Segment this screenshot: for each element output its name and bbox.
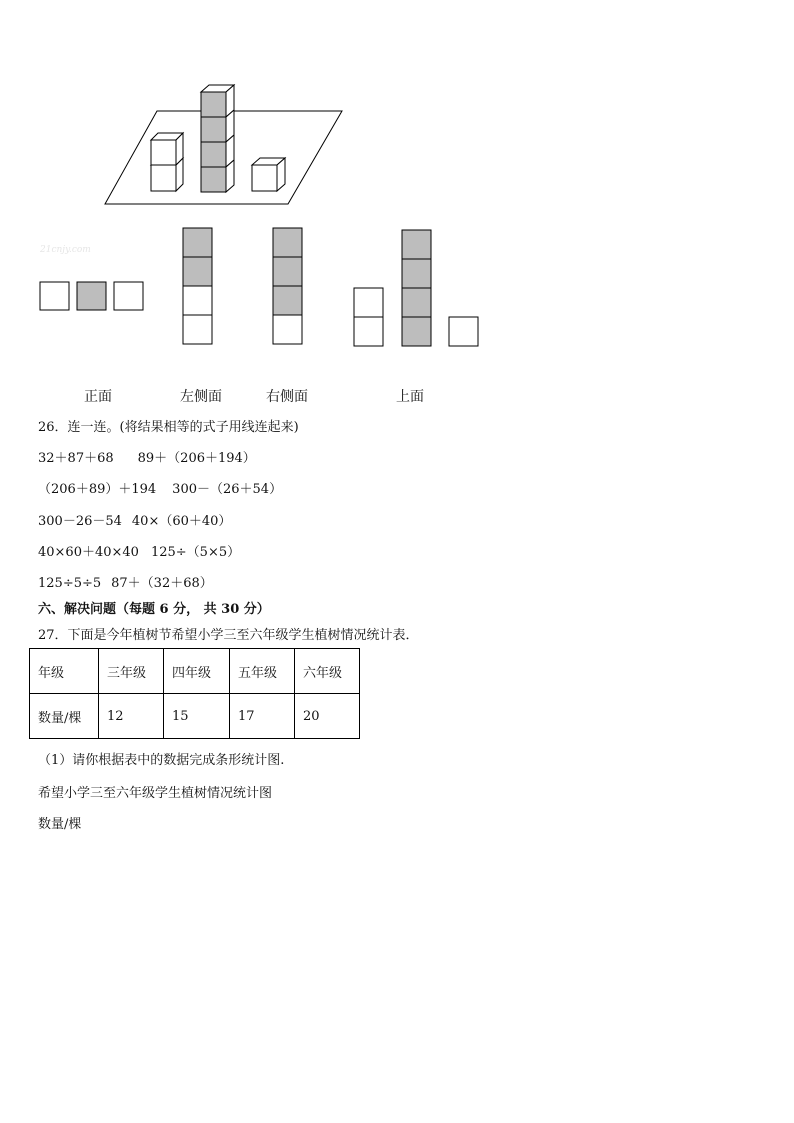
cube-single-right (252, 158, 285, 191)
table-cell: 四年级 (164, 649, 230, 694)
q26-right-expression: 89＋（206＋194） (137, 451, 256, 466)
q26-right-expression: 125÷（5×5） (150, 545, 241, 560)
view-right-side (273, 228, 302, 344)
table-cell: 五年级 (230, 649, 295, 694)
q26-right-expression: 300－（26＋54） (172, 482, 283, 497)
question-27-sub-1: （1）请你根据表中的数据完成条形统计图. (38, 753, 285, 768)
table-header-row (30, 649, 360, 694)
view-left-side (183, 228, 212, 344)
view-top (354, 230, 478, 346)
q26-row-2 (38, 478, 282, 497)
q26-left-expression: 32＋87＋68 (38, 451, 114, 466)
cube-stack-left (151, 133, 183, 191)
label-front-view: 正面 (84, 389, 112, 405)
q26-right-expression: 40×（60＋40） (131, 514, 232, 529)
cube-stack-middle (201, 85, 234, 192)
section-6-title: 六、解决问题（每题 6 分， 共 30 分） (38, 602, 270, 617)
label-top-view: 上面 (396, 389, 424, 405)
view-front (40, 282, 143, 310)
table-cell: 20 (295, 694, 360, 739)
label-left-view: 左侧面 (180, 389, 222, 405)
table-cell: 三年级 (99, 649, 164, 694)
label-right-view: 右侧面 (266, 389, 308, 405)
table-row (30, 694, 360, 739)
table-cell: 17 (230, 694, 295, 739)
chart-y-label: 数量/棵 (38, 817, 82, 832)
q26-left-expression: 300－26－54 (38, 514, 122, 529)
question-27-title: 27．下面是今年植树节希望小学三至六年级学生植树情况统计表． (38, 628, 419, 643)
q26-right-expression: 87＋（32＋68） (111, 576, 213, 591)
q26-row-4 (38, 541, 240, 560)
table-cell: 年级 (30, 649, 99, 694)
table-cell: 数量/棵 (30, 694, 99, 739)
chart-title: 希望小学三至六年级学生植树情况统计图 (38, 786, 273, 801)
q26-row-3 (38, 510, 231, 529)
q26-left-expression: 125÷5÷5 (38, 576, 102, 591)
q26-row-1 (38, 447, 256, 466)
watermark-text: 21cnjy.com (40, 245, 91, 255)
planting-stats-table (29, 648, 360, 739)
q26-row-5 (38, 572, 213, 591)
question-26-title: 26．连一连。(将结果相等的式子用线连起来) (38, 420, 299, 435)
table-cell: 12 (99, 694, 164, 739)
q26-left-expression: （206＋89）＋194 (38, 482, 157, 497)
q26-left-expression: 40×60＋40×40 (38, 545, 139, 560)
table-cell: 15 (164, 694, 230, 739)
table-cell: 六年级 (295, 649, 360, 694)
cube-figure (0, 0, 794, 360)
